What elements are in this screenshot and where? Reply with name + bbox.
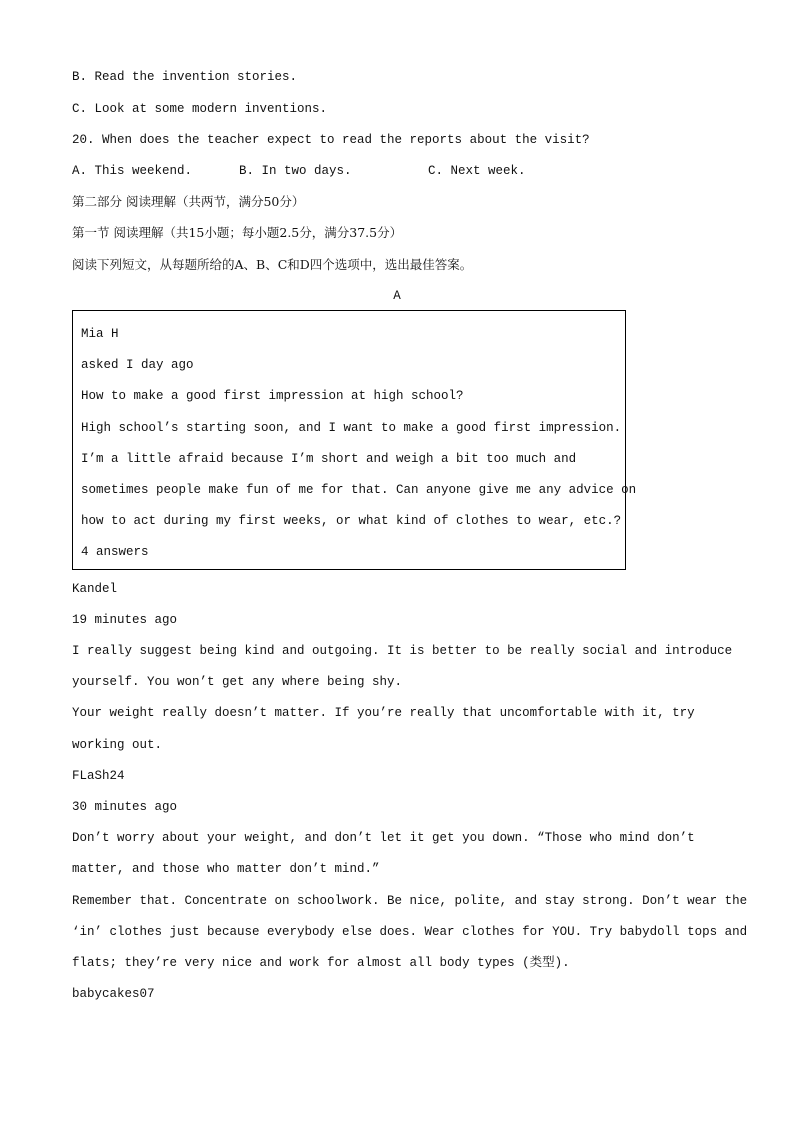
- post-body-line: I’m a little afraid because I’m short and weigh a bit too much and: [81, 452, 577, 466]
- question-19-option-c: C. Look at some modern inventions.: [72, 102, 328, 116]
- question-20-option-c: C. Next week.: [428, 164, 526, 178]
- question-19-option-b: B. Read the invention stories.: [72, 70, 298, 84]
- reply-line: matter, and those who matter don’t mind.”: [72, 862, 380, 876]
- passage-label: A: [393, 289, 401, 303]
- answer-count: 4 answers: [81, 545, 149, 559]
- section-1-heading: 第一节 阅读理解（共15小题；每小题2.5分，满分37.5分）: [72, 225, 403, 240]
- question-20-option-a: A. This weekend.: [72, 164, 193, 178]
- reply-line: yourself. You won’t get any where being shy.: [72, 675, 403, 689]
- reply-author: babycakes07: [72, 987, 155, 1001]
- instructions: 阅读下列短文，从每题所给的A、B、C和D四个选项中，选出最佳答案。: [72, 257, 473, 272]
- reply-line: I really suggest being kind and outgoing. It is better to be really social and introduce: [72, 644, 733, 658]
- reply-time: 19 minutes ago: [72, 613, 178, 627]
- reply-line: working out.: [72, 738, 163, 752]
- reply-line: flats; they’re very nice and work for almost all body types (类型).: [72, 956, 570, 970]
- post-body-line: how to act during my first weeks, or what kind of clothes to wear, etc.?: [81, 514, 622, 528]
- reply-author: Kandel: [72, 582, 118, 596]
- question-20-options: [72, 163, 526, 179]
- reply-line: Remember that. Concentrate on schoolwork. Be nice, polite, and stay strong. Don’t wear the: [72, 894, 748, 908]
- post-time: asked I day ago: [81, 358, 194, 372]
- question-20-stem: 20. When does the teacher expect to read the reports about the visit?: [72, 133, 590, 147]
- post-body-line: sometimes people make fun of me for that. Can anyone give me any advice on: [81, 483, 637, 497]
- post-body-line: High school’s starting soon, and I want to make a good first impression.: [81, 421, 622, 435]
- reply-time: 30 minutes ago: [72, 800, 178, 814]
- part-2-heading: 第二部分 阅读理解（共两节，满分50分）: [72, 194, 305, 209]
- reply-line: ‘in’ clothes just because everybody else does. Wear clothes for YOU. Try babydoll tops and: [72, 925, 748, 939]
- question-20-option-b: B. In two days.: [239, 164, 352, 178]
- reply-line: Don’t worry about your weight, and don’t let it get you down. “Those who mind don’t: [72, 831, 695, 845]
- reply-line: Your weight really doesn’t matter. If you’re really that uncomfortable with it, try: [72, 706, 695, 720]
- post-author: Mia H: [81, 327, 119, 341]
- post-title: How to make a good first impression at high school?: [81, 389, 464, 403]
- reply-author: FLaSh24: [72, 769, 125, 783]
- question-post-box: [72, 310, 637, 570]
